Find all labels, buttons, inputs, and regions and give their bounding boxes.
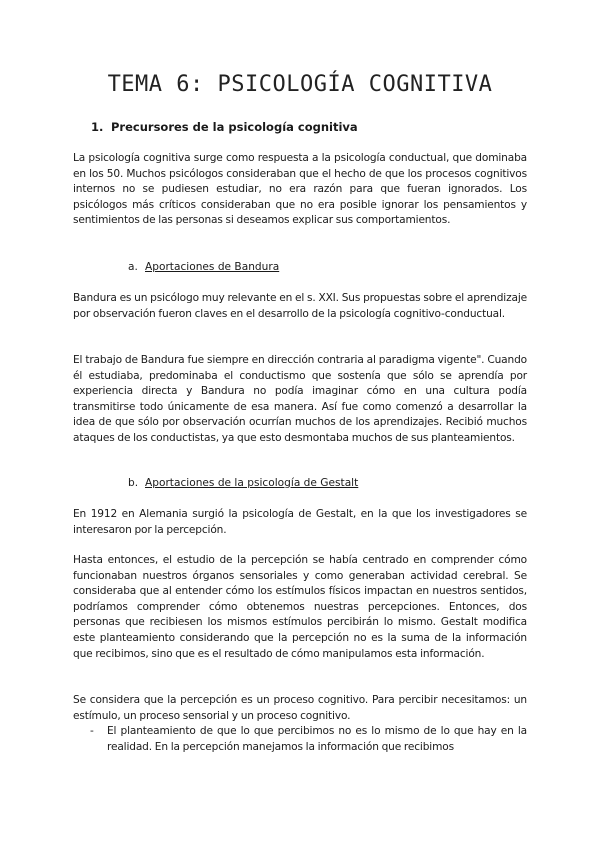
gestalt-paragraph-3: Se considera que la percepción es un proceso cognitivo. Para percibir necesitamos: un estímulo, un proceso sensorial y un proceso cognitivo. — [73, 694, 527, 722]
section-heading-text: Precursores de la psicología cognitiva — [111, 120, 358, 134]
subsection-a-title: Aportaciones de Bandura — [145, 261, 280, 273]
bandura-paragraph-1: Bandura es un psicólogo muy relevante en el s. XXI. Sus propuestas sobre el aprendizaje por observación fueron claves en el desarrollo de la psicología cognitivo-conductual. — [73, 292, 527, 320]
list-bullet: - — [90, 725, 94, 737]
page-title: TEMA 6: PSICOLOGÍA COGNITIVA — [107, 72, 493, 97]
subsection-b-letter: b. — [128, 477, 139, 489]
subsection-a-letter: a. — [128, 261, 138, 273]
intro-paragraph: La psicología cognitiva surge como respuesta a la psicología conductual, que dominaba en los 50. Muchos psicólogos consideraban que el hecho de que los procesos cognitivos internos no se pudiesen estudiar, no era razón para que fueran ignorados. Los psicólogos más críticos consideraban que no era posible ignorar los pensamientos y sentimientos de las personas si deseamos explicar sus comportamientos. — [73, 152, 527, 227]
section-heading — [91, 120, 358, 134]
gestalt-paragraph-2: Hasta entonces, el estudio de la percepción se había centrado en comprender cómo funcionaban nuestros órganos sensoriales y como generaban actividad cerebral. Se consideraba que al entender cómo los estímulos físicos impactan en nuestros sentidos, podríamos comprender cómo obtenemos nuestras percepciones. Entonces, dos personas que recibiesen los mismos estímulos percibirán lo mismo. Gestalt modifica este planteamiento considerando que la percepción no es la suma de la información que recibimos, sino que es el resultado de cómo manipulamos esta información. — [73, 554, 527, 660]
list-item-text: El planteamiento de que lo que percibimos no es lo mismo de lo que hay en la realidad. En la percepción manejamos la información que recibimos — [107, 725, 527, 753]
subsection-b-title: Aportaciones de la psicología de Gestalt — [145, 477, 359, 489]
section-number: 1. — [91, 120, 104, 134]
bandura-paragraph-2: El trabajo de Bandura fue siempre en dirección contraria al paradigma vigente". Cuando él estudiaba, predominaba el conductismo que sostenía que sólo se aprendía por experiencia directa y Bandura no podía imaginar cómo en una cultura podía transmitirse todo únicamente de esa manera. Así fue como comenzó a desarrollar la idea de que sólo por observación ocurrían muchos de los aprendizajes. Recibió muchos ataques de los conductistas, ya que esto desmontaba muchos de sus planteamientos. — [73, 354, 527, 444]
subsection-a-heading — [128, 261, 279, 273]
subsection-b-heading — [128, 477, 358, 489]
gestalt-paragraph-1: En 1912 en Alemania surgió la psicología de Gestalt, en la que los investigadores se interesaron por la percepción. — [73, 508, 527, 536]
list-item — [90, 724, 527, 755]
